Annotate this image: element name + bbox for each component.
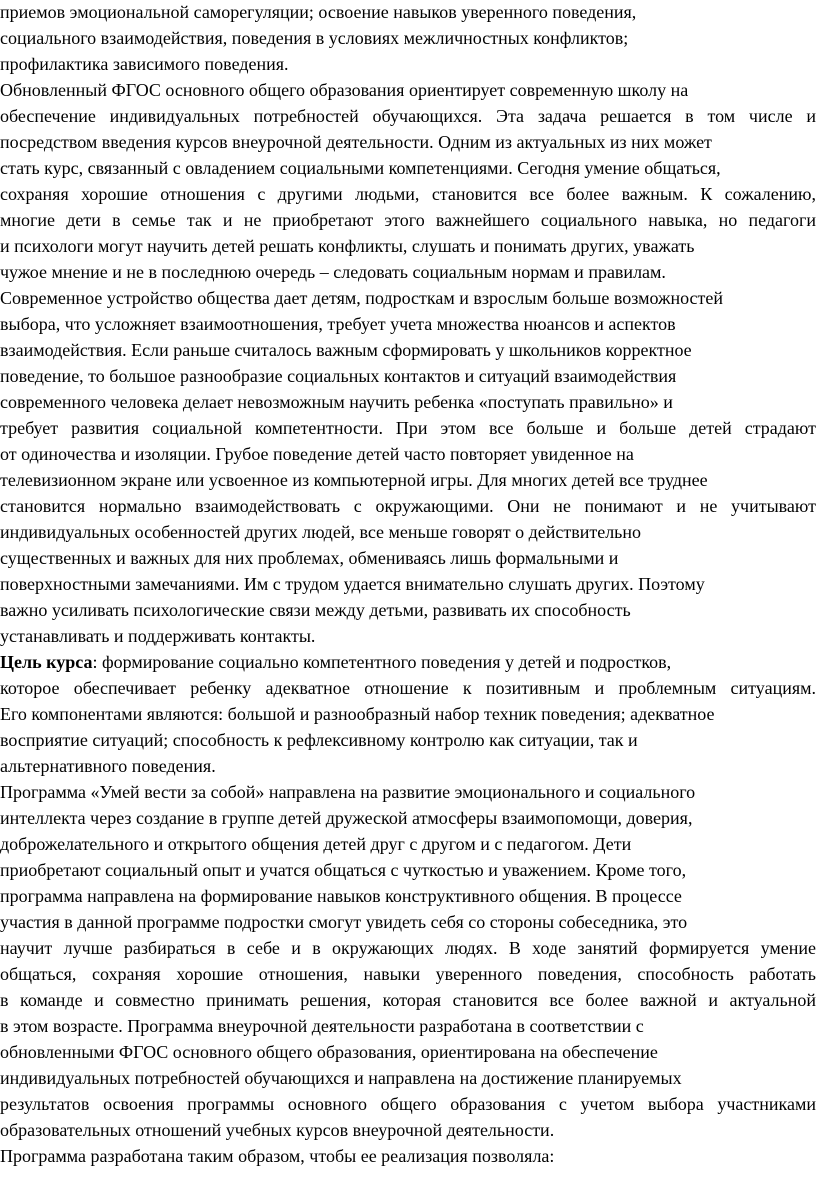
text-line: важно усиливать психологические связи между детьми, развивать их способность <box>0 600 631 620</box>
text-line: Программа разработана таким образом, чтобы ее реализация позволяла: <box>0 1146 555 1166</box>
text-line: доброжелательного и открытого общения детей друг с другом и с педагогом. Дети <box>0 834 632 854</box>
text-line: от одиночества и изоляции. Грубое поведение детей часто повторяет увиденное на <box>0 444 634 464</box>
text-line: приемов эмоциональной саморегуляции; освоение навыков уверенного поведения, <box>0 2 637 22</box>
text-line: альтернативного поведения. <box>0 756 216 776</box>
goal-label: Цель курса <box>0 652 93 672</box>
text-line: современного человека делает невозможным научить ребенка «поступать правильно» и <box>0 392 673 412</box>
text-line: стать курс, связанный с овладением социальными компетенциями. Сегодня умение общаться, <box>0 158 721 178</box>
text-line: профилактика зависимого поведения. <box>0 54 289 74</box>
text-line: научит лучше разбираться в себе и в окружающих людях. В ходе занятий формируется умение <box>0 938 816 958</box>
text-line: многие дети в семье так и не приобретают этого важнейшего социального навыка, но педагоги <box>0 210 816 230</box>
text-line: восприятие ситуаций; способность к рефлексивному контролю как ситуации, так и <box>0 730 638 750</box>
text-line: телевизионном экране или усвоенное из компьютерной игры. Для многих детей все труднее <box>0 470 708 490</box>
text-line: Программа «Умей вести за собой» направлена на развитие эмоционального и социального <box>0 782 696 802</box>
text-line: Его компонентами являются: большой и разнообразный набор техник поведения; адекватное <box>0 704 715 724</box>
text-line: Современное устройство общества дает детям, подросткам и взрослым больше возможностей <box>0 288 724 308</box>
text-line: устанавливать и поддерживать контакты. <box>0 626 316 646</box>
text-line: становится нормально взаимодействовать с окружающими. Они не понимают и не учитывают <box>0 496 816 516</box>
text-line: обновленными ФГОС основного общего образования, ориентирована на обеспечение <box>0 1042 658 1062</box>
text-line: взаимодействия. Если раньше считалось важным сформировать у школьников корректное <box>0 340 692 360</box>
text-line: общаться, сохраняя хорошие отношения, навыки уверенного поведения, способность работать <box>0 964 816 984</box>
text-line: обеспечение индивидуальных потребностей обучающихся. Эта задача решается в том числе и <box>0 106 816 126</box>
text-line: интеллекта через создание в группе детей дружеской атмосферы взаимопомощи, доверия, <box>0 808 693 828</box>
text-line: образовательных отношений учебных курсов внеурочной деятельности. <box>0 1120 555 1140</box>
text-line: программа направлена на формирование навыков конструктивного общения. В процессе <box>0 886 682 906</box>
text-line: участия в данной программе подростки смогут увидеть себя со стороны собеседника, это <box>0 912 688 932</box>
text-line: индивидуальных потребностей обучающихся и направлена на достижение планируемых <box>0 1068 682 1088</box>
goal-line <box>0 650 671 674</box>
text-line: поверхностными замечаниями. Им с трудом удается внимательно слушать других. Поэтому <box>0 574 705 594</box>
text-line: существенных и важных для них проблемах, обмениваясь лишь формальными и <box>0 548 619 568</box>
text-line: поведение, то большое разнообразие социальных контактов и ситуаций взаимодействия <box>0 366 677 386</box>
text-line: социального взаимодействия, поведения в условиях межличностных конфликтов; <box>0 28 629 48</box>
text-line: Обновленный ФГОС основного общего образования ориентирует современную школу на <box>0 80 689 100</box>
text-line: требует развития социальной компетентности. При этом все больше и больше детей страдают <box>0 418 816 438</box>
text-line: и психологи могут научить детей решать конфликты, слушать и понимать других, уважать <box>0 236 695 256</box>
text-line: в команде и совместно принимать решения, которая становится все более важной и актуальной <box>0 990 816 1010</box>
text-line: посредством введения курсов внеурочной деятельности. Одним из актуальных из них может <box>0 132 712 152</box>
text-line: приобретают социальный опыт и учатся общаться с чуткостью и уважением. Кроме того, <box>0 860 687 880</box>
goal-text: : формирование социально компетентного поведения у детей и подростков, <box>92 652 672 672</box>
text-line: в этом возрасте. Программа внеурочной деятельности разработана в соответствии с <box>0 1016 644 1036</box>
text-line: сохраняя хорошие отношения с другими людьми, становится все более важным. К сожалению, <box>0 184 816 204</box>
text-line: выбора, что усложняет взаимоотношения, требует учета множества нюансов и аспектов <box>0 314 676 334</box>
text-line: чужое мнение и не в последнюю очередь – следовать социальным нормам и правилам. <box>0 262 666 282</box>
text-line: результатов освоения программы основного общего образования с учетом выбора участниками <box>0 1094 816 1114</box>
text-line: индивидуальных особенностей других людей, все меньше говорят о действительно <box>0 522 642 542</box>
text-line: которое обеспечивает ребенку адекватное отношение к позитивным и проблемным ситуациям. <box>0 678 816 698</box>
